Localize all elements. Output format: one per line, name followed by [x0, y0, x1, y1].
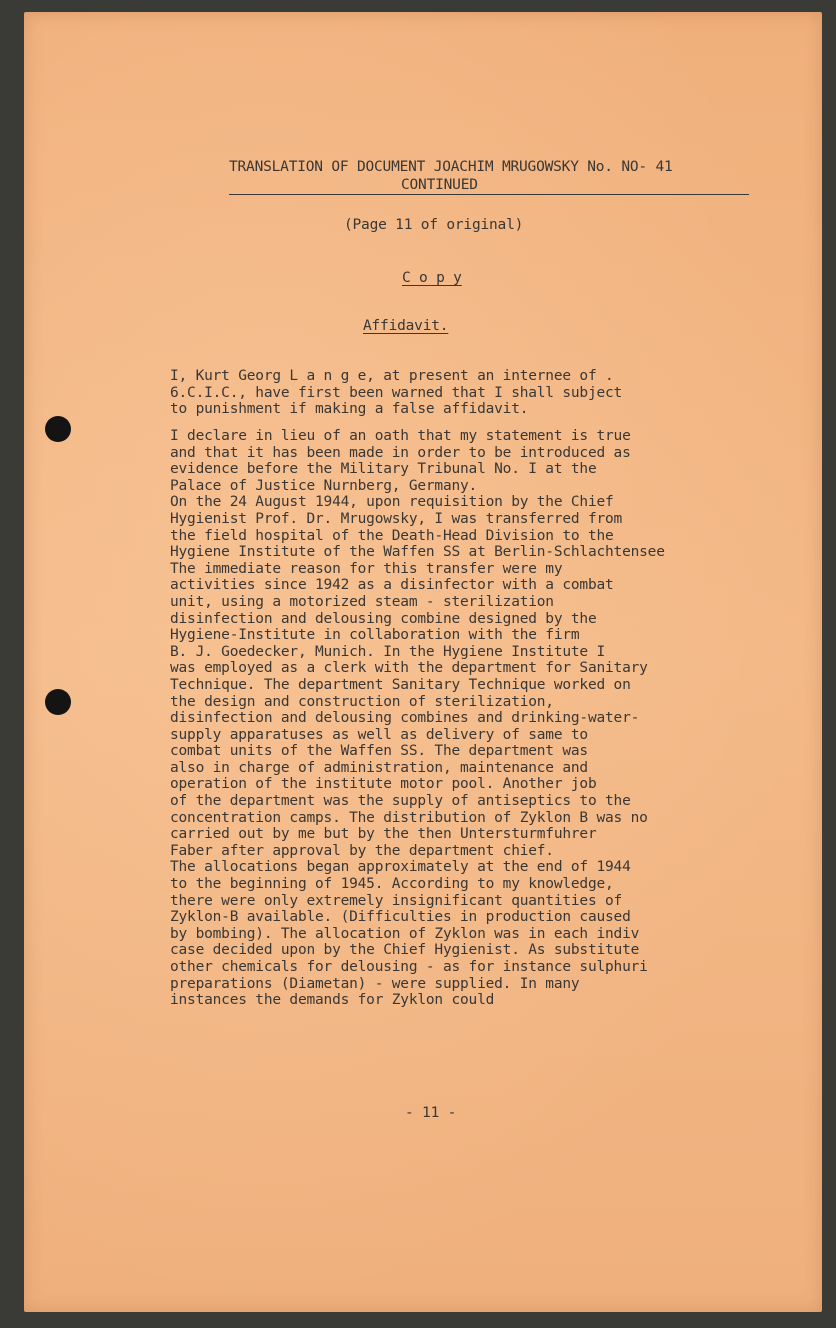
- text-line: unit, using a motorized steam - sterilization: [170, 593, 554, 610]
- text-line: and that it has been made in order to be introduced as: [170, 444, 631, 461]
- text-line: Hygiene Institute of the Waffen SS at Berlin-Schlachtensee: [170, 544, 665, 561]
- text-line: to punishment if making a false affidavit.: [170, 401, 529, 418]
- affidavit-heading: Affidavit.: [363, 318, 449, 334]
- page-number: - 11 -: [405, 1105, 457, 1121]
- text-line: also in charge of administration, maintenance and: [170, 759, 588, 776]
- text-line: was employed as a clerk with the department for Sanitary: [170, 660, 648, 677]
- text-line: to the beginning of 1945. According to my knowledge,: [170, 876, 614, 893]
- title-underline: [229, 194, 749, 195]
- page-note: (Page 11 of original): [344, 217, 524, 233]
- text-line: operation of the institute motor pool. Another job: [170, 776, 597, 793]
- text-line: preparations (Diametan) - were supplied. In many: [170, 975, 580, 992]
- text-line: I, Kurt Georg L a n g e, at present an internee of .: [170, 368, 614, 384]
- punch-hole-top: [45, 416, 71, 442]
- text-line: case decided upon by the Chief Hygienist. As substitute: [170, 942, 640, 959]
- text-line: of the department was the supply of antiseptics to the: [170, 793, 631, 810]
- text-line: Palace of Justice Nurnberg, Germany.: [170, 477, 478, 494]
- text-line: The immediate reason for this transfer were my: [170, 560, 563, 577]
- text-line: combat units of the Waffen SS. The department was: [170, 743, 588, 760]
- text-line: On the 24 August 1944, upon requisition by the Chief: [170, 494, 614, 511]
- text-line: The allocations began approximately at the end of 1944: [170, 859, 631, 876]
- text-line: Hygienist Prof. Dr. Mrugowsky, I was transferred from: [170, 510, 623, 527]
- text-line: by bombing). The allocation of Zyklon was in each indiv: [170, 925, 640, 942]
- text-line: supply apparatuses as well as delivery of same to: [170, 726, 588, 743]
- text-line: carried out by me but by the then Untersturmfuhrer: [170, 826, 597, 843]
- text-line: evidence before the Military Tribunal No. I at the: [170, 461, 597, 478]
- text-line: activities since 1942 as a disinfector with a combat: [170, 577, 614, 594]
- text-line: there were only extremely insignificant quantities of: [170, 892, 623, 909]
- text-line: 6.C.I.C., have first been warned that I shall subject: [170, 384, 623, 401]
- paragraph-statement: [170, 428, 760, 1009]
- text-line: disinfection and delousing combines and drinking-water-: [170, 710, 640, 727]
- text-line: Technique. The department Sanitary Technique worked on: [170, 676, 631, 693]
- text-line: Hygiene-Institute in collaboration with the firm: [170, 627, 580, 644]
- document-title-continued: CONTINUED: [401, 177, 478, 193]
- text-line: I declare in lieu of an oath that my statement is true: [170, 428, 631, 444]
- text-line: other chemicals for delousing - as for instance sulphuri: [170, 959, 648, 975]
- text-line: B. J. Goedecker, Munich. In the Hygiene Institute I: [170, 643, 606, 660]
- text-line: the design and construction of sterilization,: [170, 693, 554, 710]
- text-line: concentration camps. The distribution of Zyklon B was no: [170, 809, 648, 826]
- punch-hole-bottom: [45, 689, 71, 715]
- text-line: the field hospital of the Death-Head Division to the: [170, 527, 614, 544]
- document-title: TRANSLATION OF DOCUMENT JOACHIM MRUGOWSKY No. NO- 41: [229, 159, 673, 175]
- text-line: Faber after approval by the department chief.: [170, 842, 554, 859]
- text-line: Zyklon-B available. (Difficulties in production caused: [170, 909, 631, 926]
- copy-label: C o p y: [402, 270, 462, 286]
- paragraph-warning: [170, 368, 760, 418]
- text-line: instances the demands for Zyklon could: [170, 992, 495, 1009]
- text-line: disinfection and delousing combine designed by the: [170, 610, 597, 627]
